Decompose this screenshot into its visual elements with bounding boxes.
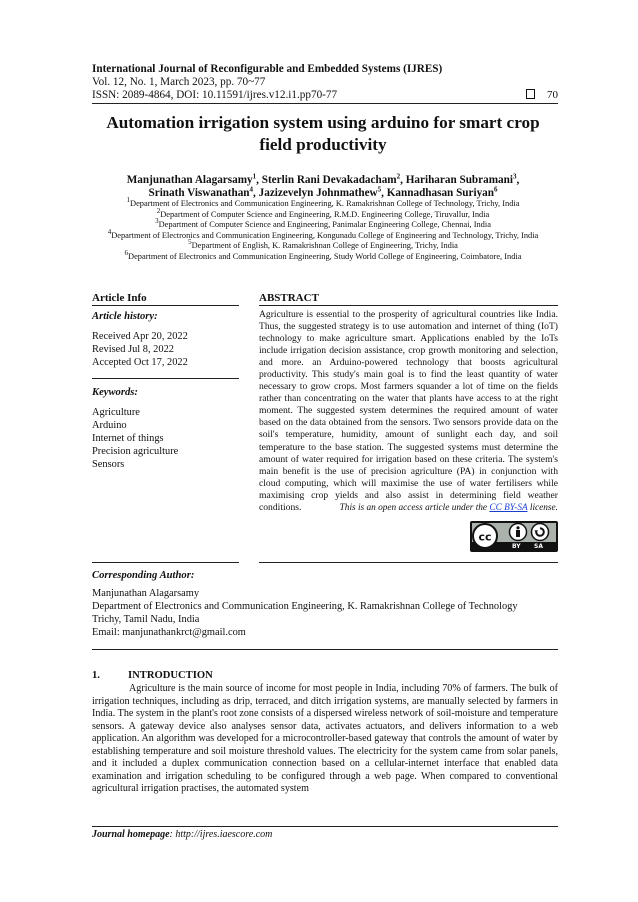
journal-homepage[interactable]: Journal homepage: http://ijres.iaescore.com	[92, 829, 273, 840]
corresponding-city: Trichy, Tamil Nadu, India	[92, 614, 200, 625]
document-icon	[526, 89, 535, 99]
journal-issn: ISSN: 2089-4864, DOI: 10.11591/ijres.v12.i1.pp70-77	[92, 89, 338, 101]
svg-text:cc: cc	[478, 530, 492, 544]
keyword-item: Agriculture	[92, 407, 140, 418]
abstract-heading: ABSTRACT	[259, 292, 319, 304]
journal-name: International Journal of Reconfigurable and Embedded Systems (IJRES)	[92, 63, 443, 75]
abstract-text: Agriculture is essential to the prosperity of agricultural countries like India. Thus, the suggested strategy is to use automation and internet of thing (IoT) technology to make agriculture smart. Applications enabled by the IoTs include irrigation decision assistance, crop growth monitoring and selection, and more. an Arduino-powered technology that boosts agricultural productivity. This study's main goal is to find the least quantity of water necessary to grow crops. Most farmers squander a lot of time on the fields rather than concentrating on the water that plants have access to at the right moment. The suggested system determines the required amount of water based on the data obtained from the sensors. Two sensors provide data on the soil's temperature, humidity, amount of sunlight each day, and soil temperature to the base station. The suggested systems must determine the amount of water required for irrigation based on these criteria. The system's main benefit is the use of precision agriculture (PA) in conjunction with cloud computing, which will maximise the use of water fertilisers while maximising crop yields and also assist in determining field weather conditions.	[259, 309, 558, 513]
affiliation-3: $^3$Department of Computer Science and Engineering, Panimalar Engineering College, Chennai, India	[155, 217, 491, 229]
affiliation-2: $^2$Department of Computer Science and Engineering, R.M.D. Engineering College, Tiruvallur, India	[156, 206, 490, 219]
keyword-item: Arduino	[92, 420, 127, 431]
article-info-heading: Article Info	[92, 292, 147, 304]
accepted-date: Accepted Oct 17, 2022	[92, 357, 188, 368]
introduction-heading: 1. INTRODUCTION	[92, 670, 213, 681]
revised-date: Revised Jul 8, 2022	[92, 344, 174, 355]
authors-line-1: Manjunathan Alagarsamy$^1$, Sterlin Rani Devakadacham$^2$, Hariharan Subramani$^3$,	[126, 172, 520, 186]
keywords-heading: Keywords:	[92, 387, 138, 398]
footer-rule	[92, 826, 558, 827]
affiliation-5: $^5$Department of English, K. Ramakrishnan College of Engineering, Trichy, India	[188, 238, 458, 250]
received-date: Received Apr 20, 2022	[92, 331, 188, 342]
authors-line-2: Srinath Viswanathan$^4$, Jazizevelyn Johnmathew$^5$, Kannadhasan Suriyan$^6$	[148, 185, 498, 199]
introduction-text: Agriculture is the main source of income for most people in India, including 70% of farmers. The bulk of irrigation techniques, including as drip, terraced, and ditch irrigation systems, are manually selected by farmers in India. The system in the plant's root zone consists of a dispersed wireless network of soil-moisture and temperature sensors. A gateway device also analyses sensor data, activates actuators, and delivers information to a web application. An algorithm was developed for a microcontroller-based gateway that controls the amount of water by establishing temperature and soil moisture threshold values. The electricity for the system came from solar panels, and it included a duplex communication connection based on a cellular-internet interface that enabled data examination and irrigation scheduling to be configured through a web page. When compared to conventional agricultural irrigation practises, the automated system	[92, 683, 558, 794]
article-history-heading: Article history:	[92, 311, 158, 322]
cc-license-badge[interactable]	[470, 521, 558, 552]
article-info-rule	[92, 305, 239, 306]
history-rule	[92, 378, 239, 379]
affiliation-4: $^4$Department of Electronics and Communication Engineering, Kongunadu College of Engineering and Technology, Trichy, India	[107, 227, 539, 240]
paper-title: Automation irrigation system using arduino for smart crop field productivity	[106, 113, 540, 154]
page-number: 70	[547, 89, 558, 101]
keyword-item: Sensors	[92, 459, 125, 470]
corresponding-name: Manjunathan Alagarsamy	[92, 588, 200, 599]
corresponding-heading: Corresponding Author:	[92, 570, 195, 581]
affiliation-1: $^1$Department of Electronics and Communication Engineering, K. Ramakrishnan College of Technology, Trichy, India	[126, 196, 520, 208]
header-rule	[92, 103, 558, 104]
cc-by-label: BY	[512, 543, 521, 550]
journal-volume: Vol. 12, No. 1, March 2023, pp. 70~77	[92, 76, 266, 88]
license-link[interactable]: CC BY-SA	[489, 503, 528, 513]
cc-sa-label: SA	[534, 543, 543, 550]
corresponding-email[interactable]: Email: manjunathankrct@gmail.com	[92, 627, 246, 638]
affiliation-6: $^6$Department of Electronics and Communication Engineering, Study World College of Engineering, Coimbatore, India	[124, 248, 522, 261]
keyword-item: Internet of things	[92, 433, 164, 444]
corresponding-rule-right	[259, 562, 558, 563]
open-access-note: This is an open access article under the CC BY-SA license.	[339, 503, 558, 513]
corresponding-rule-left	[92, 562, 239, 563]
keyword-item: Precision agriculture	[92, 446, 179, 457]
corresponding-department: Department of Electronics and Communication Engineering, K. Ramakrishnan College of Technology	[92, 601, 518, 612]
section-divider	[92, 649, 558, 650]
abstract-rule	[259, 305, 558, 306]
